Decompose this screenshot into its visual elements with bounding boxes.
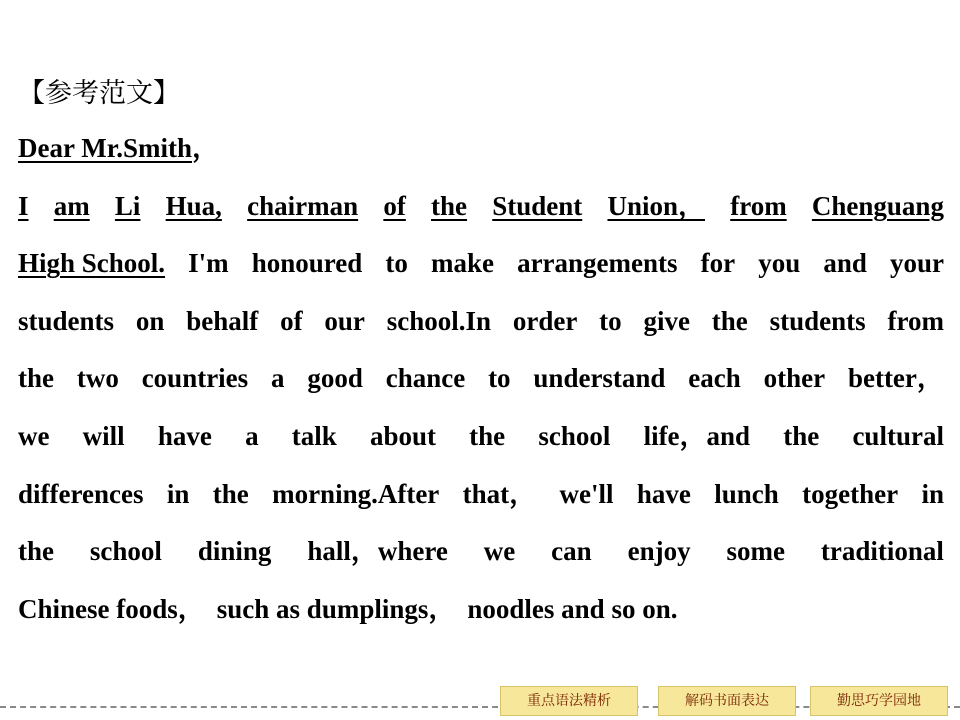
body-word: such as dumplings， <box>216 594 456 624</box>
body-word: better， <box>847 363 944 393</box>
body-word: can <box>551 536 592 566</box>
body-word: two <box>76 363 119 393</box>
body-word: students <box>769 306 866 336</box>
body-word: school.In <box>386 306 492 336</box>
body-word: lunch <box>714 479 779 509</box>
nav-button-grammar[interactable]: 重点语法精析 <box>500 686 638 716</box>
body-word: the <box>469 421 506 451</box>
body-word: your <box>889 248 944 278</box>
body-line <box>18 301 944 341</box>
body-word: to <box>599 306 622 336</box>
body-word: other <box>763 363 826 393</box>
body-word: Hua, <box>165 191 222 221</box>
body-word: Student <box>492 191 583 221</box>
body-word: about <box>369 421 436 451</box>
body-word: for <box>700 248 736 278</box>
body-word: of <box>383 191 406 221</box>
body-word: talk <box>291 421 337 451</box>
body-word: understand <box>533 363 666 393</box>
body-word: a <box>271 363 285 393</box>
body-word: give <box>643 306 690 336</box>
body-word: you <box>758 248 801 278</box>
body-word: dining <box>197 536 272 566</box>
body-word: that， <box>462 479 537 509</box>
section-heading: 【参考范文】 <box>18 78 180 109</box>
body-word: some <box>726 536 785 566</box>
body-word: chance <box>385 363 466 393</box>
body-word: to <box>488 363 511 393</box>
body-word: in <box>166 479 190 509</box>
body-word: honoured <box>251 248 363 278</box>
body-word: am <box>53 191 90 221</box>
body-word: we <box>483 536 516 566</box>
body-word: have <box>157 421 212 451</box>
body-word: to <box>385 248 408 278</box>
body-word: the <box>212 479 249 509</box>
body-word: I'm <box>188 248 229 278</box>
body-word: in <box>921 479 944 509</box>
body-word: school <box>89 536 162 566</box>
body-word: the <box>18 536 54 566</box>
body-word: the <box>18 363 54 393</box>
body-word: countries <box>141 363 249 393</box>
body-word: make <box>430 248 494 278</box>
body-word: we'll <box>559 479 614 509</box>
nav-button-study[interactable]: 勤思巧学园地 <box>810 686 948 716</box>
body-word: Chenguang <box>811 191 944 221</box>
body-word: from <box>730 191 787 221</box>
body-word: traditional <box>820 536 944 566</box>
body-line <box>18 358 944 398</box>
body-word: life，and <box>643 421 751 451</box>
body-word: a <box>245 421 259 451</box>
salutation <box>18 128 219 168</box>
body-word: of <box>280 306 303 336</box>
body-word: cultural <box>852 421 944 451</box>
body-line <box>18 416 944 456</box>
body-word: each <box>688 363 741 393</box>
body-word: students <box>18 306 115 336</box>
body-word: the <box>711 306 748 336</box>
body-line <box>18 589 944 629</box>
body-word: arrangements <box>517 248 678 278</box>
body-word: and <box>823 248 867 278</box>
body-word: together <box>802 479 899 509</box>
body-word: Li <box>114 191 141 221</box>
body-word: from <box>887 306 944 336</box>
body-word: order <box>512 306 578 336</box>
body-word: Union， <box>607 191 706 221</box>
body-word: I <box>18 191 29 221</box>
body-line <box>18 186 944 226</box>
body-word: Chinese foods， <box>18 594 205 624</box>
body-line <box>18 243 944 283</box>
body-word: differences <box>18 479 144 509</box>
body-word: on <box>135 306 165 336</box>
nav-button-writing[interactable]: 解码书面表达 <box>658 686 796 716</box>
body-word: enjoy <box>627 536 691 566</box>
body-word: school <box>538 421 611 451</box>
body-word: we <box>18 421 50 451</box>
body-word: good <box>307 363 363 393</box>
body-word: morning.After <box>272 479 440 509</box>
body-line <box>18 474 944 514</box>
body-word: High School. <box>18 248 166 278</box>
body-word: hall，where <box>307 536 448 566</box>
body-word: will <box>82 421 125 451</box>
body-word: have <box>636 479 691 509</box>
body-word: our <box>324 306 365 336</box>
body-word: the <box>431 191 468 221</box>
body-word: noodles and so on. <box>467 594 678 624</box>
salutation-punct: ， <box>191 133 219 163</box>
body-word: chairman <box>247 191 359 221</box>
body-line <box>18 531 944 571</box>
body-word: behalf <box>186 306 259 336</box>
salutation-name: Dear Mr.Smith <box>18 133 192 163</box>
body-word: the <box>783 421 820 451</box>
